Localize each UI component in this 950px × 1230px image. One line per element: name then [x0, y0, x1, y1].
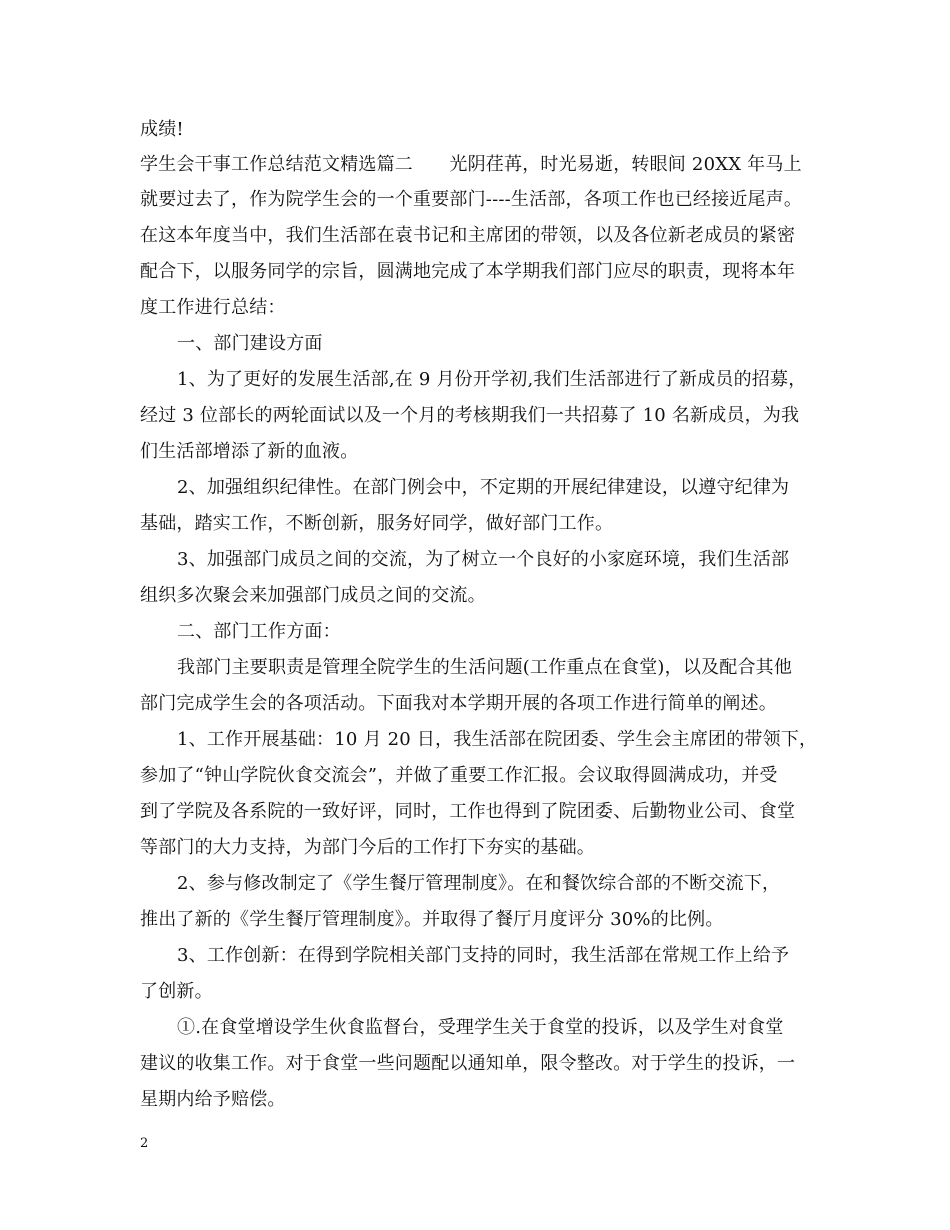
- text-line: 推出了新的《学生餐厅管理制度》。并取得了餐厅月度评分 30%的比例。: [140, 909, 724, 930]
- text-line: 我部门主要职责是管理全院学生的生活问题(工作重点在食堂)，以及配合其他: [177, 657, 793, 678]
- text-line: 1、为了更好的发展生活部,在 9 月份开学初,我们生活部进行了新成员的招募，: [177, 369, 807, 390]
- text-line: 度工作进行总结：: [140, 297, 286, 318]
- section-heading: 二、部门工作方面：: [177, 621, 341, 642]
- text-line: 参加了“钟山学院伙食交流会”，并做了重要工作汇报。会议取得圆满成功，并受: [140, 765, 778, 786]
- section-heading: 一、部门建设方面: [177, 333, 323, 354]
- text-line: 在这本年度当中，我们生活部在袁书记和主席团的带领，以及各位新老成员的紧密: [140, 225, 796, 246]
- page-number: 2: [140, 1136, 149, 1151]
- text-line: 配合下，以服务同学的宗旨，圆满地完成了本学期我们部门应尽的职责，现将本年: [140, 261, 796, 282]
- text-line: 到了学院及各系院的一致好评，同时，工作也得到了院团委、后勤物业公司、食堂: [140, 801, 796, 822]
- text-line: 了创新。: [140, 981, 213, 1002]
- text-line: 等部门的大力支持，为部门今后的工作打下夯实的基础。: [140, 837, 595, 858]
- text-line: 基础，踏实工作，不断创新，服务好同学，做好部门工作。: [140, 513, 614, 534]
- text-line: 2、加强组织纪律性。在部门例会中，不定期的开展纪律建设，以遵守纪律为: [177, 477, 790, 498]
- text-line: 1、工作开展基础：10 月 20 日，我生活部在院团委、学生会主席团的带领下，: [177, 729, 818, 750]
- text-line: 建议的收集工作。对于食堂一些问题配以通知单，限令整改。对于学生的投诉，一: [140, 1053, 796, 1074]
- text-line: 3、工作创新：在得到学院相关部门支持的同时，我生活部在常规工作上给予: [177, 945, 790, 966]
- text-line: 们生活部增添了新的血液。: [140, 441, 359, 462]
- text-line: 经过 3 位部长的两轮面试以及一个月的考核期我们一共招募了 10 名新成员，为我: [140, 405, 800, 426]
- text-line: ①.在食堂增设学生伙食监督台，受理学生关于食堂的投诉，以及学生对食堂: [177, 1017, 784, 1038]
- text-line: 就要过去了，作为院学生会的一个重要部门----生活部，各项工作也已经接近尾声。: [140, 189, 803, 210]
- text-line: 部门完成学生会的各项活动。下面我对本学期开展的各项工作进行简单的阐述。: [140, 693, 777, 714]
- text-line: 3、加强部门成员之间的交流，为了树立一个良好的小家庭环境，我们生活部: [177, 549, 790, 570]
- text-line: 2、参与修改制定了《学生餐厅管理制度》。在和餐饮综合部的不断交流下，: [177, 873, 781, 894]
- text-line: 成绩!: [140, 119, 184, 140]
- text-line: 组织多次聚会来加强部门成员之间的交流。: [140, 585, 486, 606]
- text-line: 星期内给予赔偿。: [140, 1089, 286, 1110]
- text-line: 学生会干事工作总结范文精选篇二 光阴荏苒，时光易逝，转眼间 20XX 年马上: [140, 154, 802, 175]
